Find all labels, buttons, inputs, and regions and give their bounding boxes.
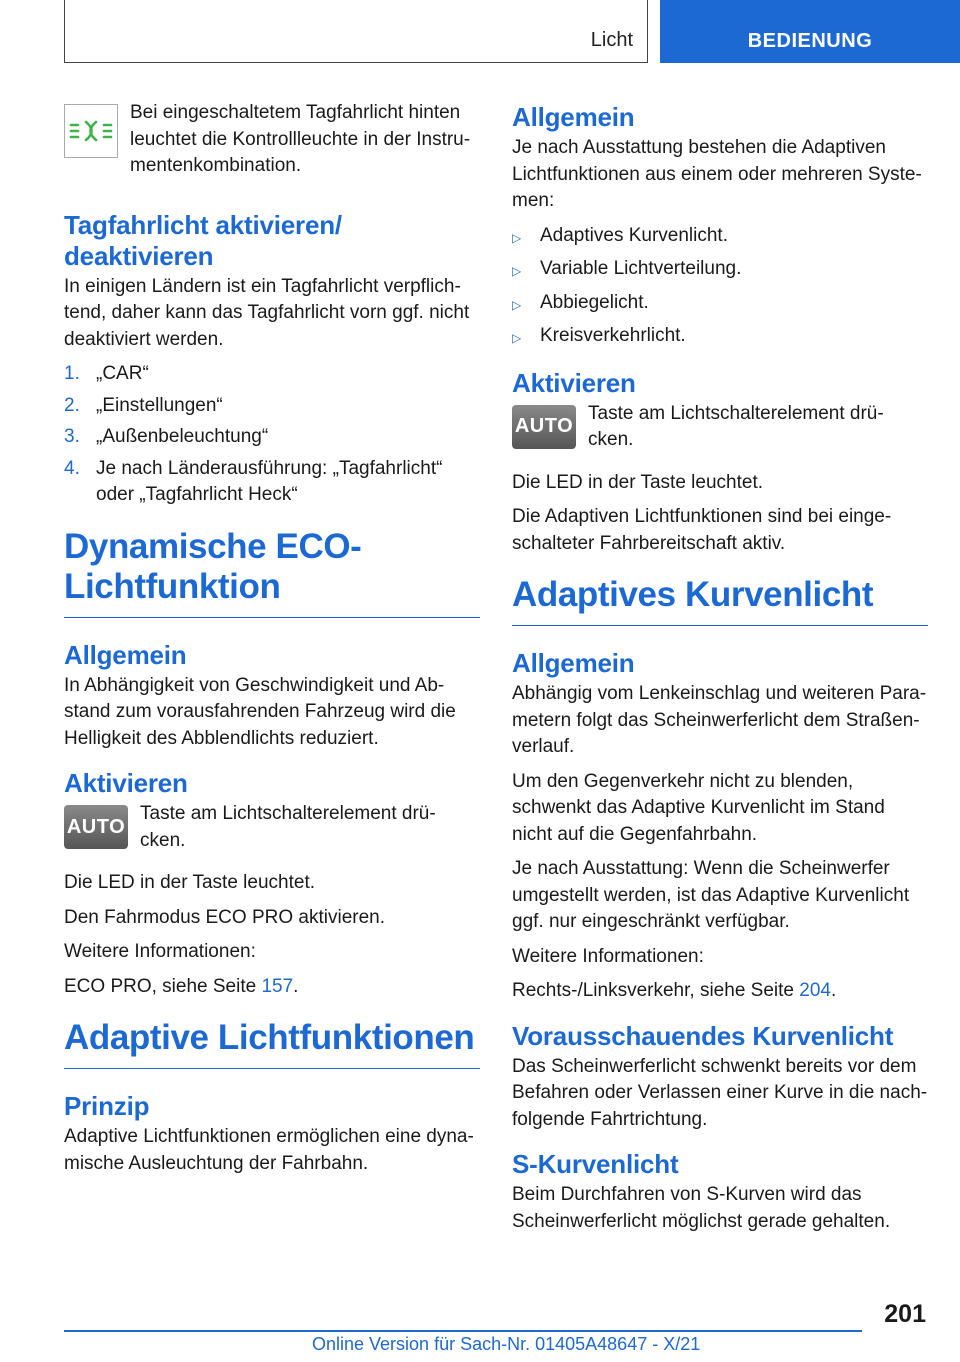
heading-principle: Prinzip	[64, 1091, 150, 1121]
heading-curve-general: Allgemein	[512, 648, 635, 678]
step-text: „Außenbeleuchtung“	[96, 426, 269, 447]
eco-ref-end: .	[293, 975, 299, 997]
intro-text: Bei eingeschaltetem Tagfahrlicht hinten leuchtet die Kontrollleuchte in der Instru-mentenkombination.	[130, 102, 471, 176]
triangle-bullet-icon: ▷	[512, 297, 522, 312]
heading-eco-general: Allgemein	[64, 639, 187, 670]
eco-ref-text: ECO PRO, siehe Seite	[64, 975, 262, 997]
eco-mode-text: Den Fahrmodus ECO PRO aktivieren.	[64, 906, 386, 928]
eco-auto-note	[64, 801, 480, 862]
heading-predictive-curve: Vorausschauendes Kurvenlicht	[512, 1020, 894, 1051]
heading-s-curve: S-Kurvenlicht	[512, 1149, 679, 1179]
eco-led-text: Die LED in der Taste leuchtet.	[64, 872, 316, 893]
eco-general-text: In Abhängigkeit von Geschwindigkeit und Ab-stand zum vorausfahrenden Fahrzeug wird die Helligkeit des Abblendlichts reduziert.	[64, 674, 456, 749]
principle-text: Adaptive Lichtfunktionen ermöglichen eine dyna-mische Ausleuchtung der Fahrbahn.	[64, 1126, 474, 1174]
curve-more-text: Weitere Informationen:	[512, 945, 704, 967]
step-text: „CAR“	[96, 363, 149, 384]
adaptive-auto-note	[512, 401, 928, 462]
eco-more-text: Weitere Informationen:	[64, 941, 256, 962]
list-item	[64, 456, 480, 509]
header-section-title: Licht	[590, 29, 633, 51]
step-number: 3.	[64, 426, 80, 447]
bullet-text: Variable Lichtverteilung.	[540, 258, 742, 279]
eco-activate-text: Taste am Lichtschalterelement drü-cken.	[140, 803, 436, 851]
step-text: „Einstellungen“	[96, 394, 223, 416]
list-item	[512, 290, 928, 319]
curve-ref-page-link[interactable]: 204	[799, 980, 831, 1001]
daylight-steps-list	[64, 361, 480, 509]
header-section-box	[64, 0, 648, 63]
auto-button-icon: AUTO	[512, 405, 576, 449]
heading-eco-activate: Aktivieren	[64, 768, 188, 798]
footer-online-version: Online Version für Sach-Nr. 01405A48647 - X/21	[312, 1334, 701, 1354]
list-item	[512, 223, 928, 252]
curve-reference	[512, 978, 928, 1005]
curve-text-2: Um den Gegenverkehr nicht zu blenden, schwenkt das Adaptive Kurvenlicht im Stand nicht auf die Gegenfahrbahn.	[512, 770, 885, 845]
triangle-bullet-icon: ▷	[512, 264, 522, 278]
curve-text-1: Abhängig vom Lenkeinschlag und weiteren Para-metern folgt das Scheinwerferlicht dem Straßen-verlauf.	[512, 683, 927, 757]
bullet-text: Adaptives Kurvenlicht.	[540, 224, 728, 246]
auto-button-icon: AUTO	[64, 805, 128, 849]
adaptive-ready-text: Die Adaptiven Lichtfunktionen sind bei einge-schalteter Fahrbereitschaft aktiv.	[512, 506, 892, 554]
step-text: Je nach Länderausführung: „Tagfahrlicht“ oder „Tagfahrlicht Heck“	[96, 457, 443, 505]
adaptive-led-text: Die LED in der Taste leuchtet.	[512, 471, 764, 493]
daylight-text: In einigen Ländern ist ein Tagfahrlicht verpflich-tend, daher kann das Tagfahrlicht vorn ggf. nicht deaktiviert werden.	[64, 275, 470, 350]
footer-divider	[64, 1330, 862, 1332]
daylight-indicator-icon	[64, 104, 118, 158]
step-number: 1.	[64, 363, 80, 384]
curve-ref-text: Rechts-/Linksverkehr, siehe Seite	[512, 980, 800, 1001]
daylight-indicator-note	[64, 100, 480, 188]
heading-daylight-toggle: Tagfahrlicht aktivieren/ deaktivieren	[64, 209, 342, 271]
adaptive-activate-text: Taste am Lichtschalterelement drü-cken.	[588, 402, 884, 450]
heading-adaptive-general: Allgemein	[512, 102, 635, 132]
curve-text-3: Je nach Ausstattung: Wenn die Scheinwerfer umgestellt werden, ist das Adaptive Kurvenlicht ggf. nur eingeschränkt verfügbar.	[512, 858, 910, 932]
step-number: 2.	[64, 394, 80, 416]
triangle-bullet-icon: ▷	[512, 230, 522, 245]
s-curve-text: Beim Durchfahren von S-Kurven wird das Scheinwerferlicht möglichst gerade gehalten.	[512, 1184, 891, 1232]
step-number: 4.	[64, 457, 80, 479]
adaptive-functions-list	[512, 223, 928, 352]
bullet-text: Abbiegelicht.	[540, 291, 649, 313]
bullet-text: Kreisverkehrlicht.	[540, 325, 686, 346]
right-column	[512, 100, 928, 1243]
heading-adaptive-activate: Aktivieren	[512, 367, 636, 398]
left-column	[64, 100, 480, 1185]
list-item	[64, 424, 480, 451]
predictive-curve-text: Das Scheinwerferlicht schwenkt bereits vor dem Befahren oder Verlassen einer Kurve in die nach-folgende Fahrtrichtung.	[512, 1055, 928, 1130]
list-item	[512, 323, 928, 352]
heading-eco-light: Dynamische ECO-Lichtfunktion	[64, 527, 480, 618]
list-item	[64, 361, 480, 388]
header-chapter-tab: BEDIENUNG	[660, 0, 960, 63]
adaptive-general-text: Je nach Ausstattung bestehen die Adaptiven Lichtfunktionen aus einem oder mehreren Syste-men:	[512, 137, 922, 211]
list-item	[64, 393, 480, 420]
eco-reference	[64, 974, 480, 1001]
heading-adaptive-curve-light: Adaptives Kurvenlicht	[512, 575, 928, 626]
eco-ref-page-link[interactable]: 157	[261, 975, 294, 997]
curve-ref-end: .	[830, 980, 837, 1001]
page-number: 201	[884, 1300, 926, 1328]
list-item	[512, 256, 928, 285]
triangle-bullet-icon: ▷	[512, 331, 522, 345]
heading-adaptive-functions: Adaptive Lichtfunktionen	[64, 1018, 480, 1069]
